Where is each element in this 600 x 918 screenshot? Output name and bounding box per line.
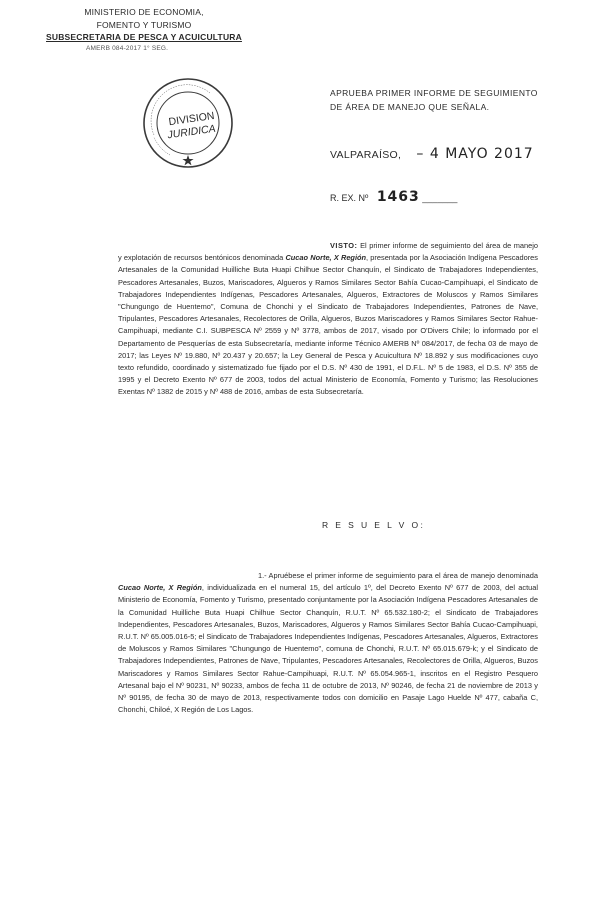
subsecretaria-name: SUBSECRETARIA DE PESCA Y ACUICULTURA: [46, 32, 242, 42]
resolution-subject: APRUEBA PRIMER INFORME DE SEGUIMIENTO DE ÁREA DE MANEJO QUE SEÑALA.: [330, 88, 538, 112]
stamp-text-line1: DIVISION: [167, 109, 216, 129]
reference-code: AMERB 084-2017 1° SEG.: [86, 44, 169, 52]
ministry-name-line1: MINISTERIO DE ECONOMIA,: [84, 7, 204, 17]
visto-area-name: Cucao Norte, X Región: [285, 253, 367, 263]
resuelvo-heading: R E S U E L V O:: [322, 520, 426, 530]
resolution-underline: _______: [422, 193, 458, 203]
resolution-label: R. EX. Nº: [330, 193, 369, 203]
date-stamp: – 4 MAYO 2017: [416, 146, 534, 162]
item1-text-part2: , individualizada en el numeral 15, del artículo 1º, del Decreto Exento Nº 677 de 2003, del actual Ministerio de Economía, Fomento y Turismo, presentado conjuntamente por la Asociación Indígena Pescadores Artesanales de la Comunidad Huilliche Buta Huapi Chilhue Sector Chanquín, R.U.T. Nº 65.532.180-2; el Sindicato de Trabajadores Independientes, Pescadores Artesanales, Buzos, Mariscadores, Algueros y Ramos Similares Sector Bahía Cucao-Campihuapi, R.U.T. Nº 65.005.016-5; el Sindicato de Trabajadores Independientes Indígenas, Pescadores Artesanales, Algueros, Extractores de Moluscos y Ramos Similares "Chungungo de Huentemo", comuna de Chonchi, R.U.T. Nº 65.015.679-k; y el Sindicato de Trabajadores Independientes, Patrones de Nave, Tripulantes, Pescadores Artesanales, Recolectores de Orilla, Algueros, Buzos Mariscadores y Ramos Similares Sector Rahue-Campihuapi, R.U.T. Nº 65.054.965-1, inscritos en el Registro Pesquero Artesanal bajo el Nº 90231, Nº 90233, ambos de fecha 11 de octubre de 2013, Nº 90246, de fecha 21 de noviembre de 2013 y Nº 90195, de fecha 30 de mayo de 2013, respectivamente todos con domicilio en Pasaje Lago Huelde Nº 477, cabaña C, Chonchi, Chiloé, X Región de Los Lagos.: [118, 583, 538, 715]
division-juridica-stamp: [140, 75, 236, 171]
visto-text-part2: , presentada por la Asociación Indígena Pescadores Artesanales de la Comunidad Huilliche Buta Huapi Chilhue Sector Chanquín, el Sindicato de Trabajadores Independientes, Pescadores Artesanales, Buzos, Mariscadores, Algueros y Ramos Similares Sector Bahía Cucao-Campihuapi, el Sindicato de Trabajadores Independientes Indígenas, Pescadores Artesanales, Algueros, Extractores de Moluscos y Ramos Similares "Chungungo de Huentemo", Comuna de Chonchi y el Sindicato de Trabajadores Independientes, Patrones de Nave, Tripulantes, Pescadores Artesanales, Recolectores de Orilla, Algueros, Buzos Mariscadores y Ramos Similares Sector Rahue-Campihuapi, mediante C.I. SUBPESCA Nº 2559 y Nº 3778, ambos de 2017, visado por O'Divers Chile; lo informado por el Departamento de Pesquerías de esta Subsecretaría, mediante informe Técnico AMERB Nº 084/2017, de fecha 03 de mayo de 2017; las Leyes Nº 19.880, Nº 20.437 y 20.657; la Ley General de Pesca y Acuicultura Nº 18.892 y sus modificaciones cuyo texto refundido, coordinado y sistematizado fue fijado por el D.S. Nº 430 de 1991, el D.F.L. Nº 5 de 1983, el D.S. Nº 355 de 1995 y el Decreto Exento Nº 677 de 2003, todos del actual Ministerio de Economía, Fomento y Turismo; las Resoluciones Exentas Nº 1382 de 2015 y Nº 488 de 2016, ambas de esta Subsecretaría.: [118, 253, 538, 397]
resolution-item-1: [118, 570, 538, 716]
item1-text-part1: 1.- Apruébese el primer informe de seguimiento para el área de manejo denominada: [258, 571, 538, 580]
date-line: [330, 146, 534, 162]
date-place: VALPARAÍSO,: [330, 149, 402, 161]
stamp-text-line2: JURIDICA: [166, 122, 217, 142]
resolution-number-line: [330, 189, 457, 205]
resolution-number: 1463: [376, 189, 420, 205]
ministry-header: [44, 6, 244, 53]
item1-area-name: Cucao Norte, X Región: [118, 583, 202, 593]
visto-lead: VISTO:: [330, 241, 358, 250]
ministry-name-line2: FOMENTO Y TURISMO: [96, 19, 192, 30]
visto-paragraph: [118, 240, 538, 399]
visto-text-part1: El primer informe de seguimiento del área de manejo y explotación de recursos bentónicos denominada: [118, 241, 538, 263]
